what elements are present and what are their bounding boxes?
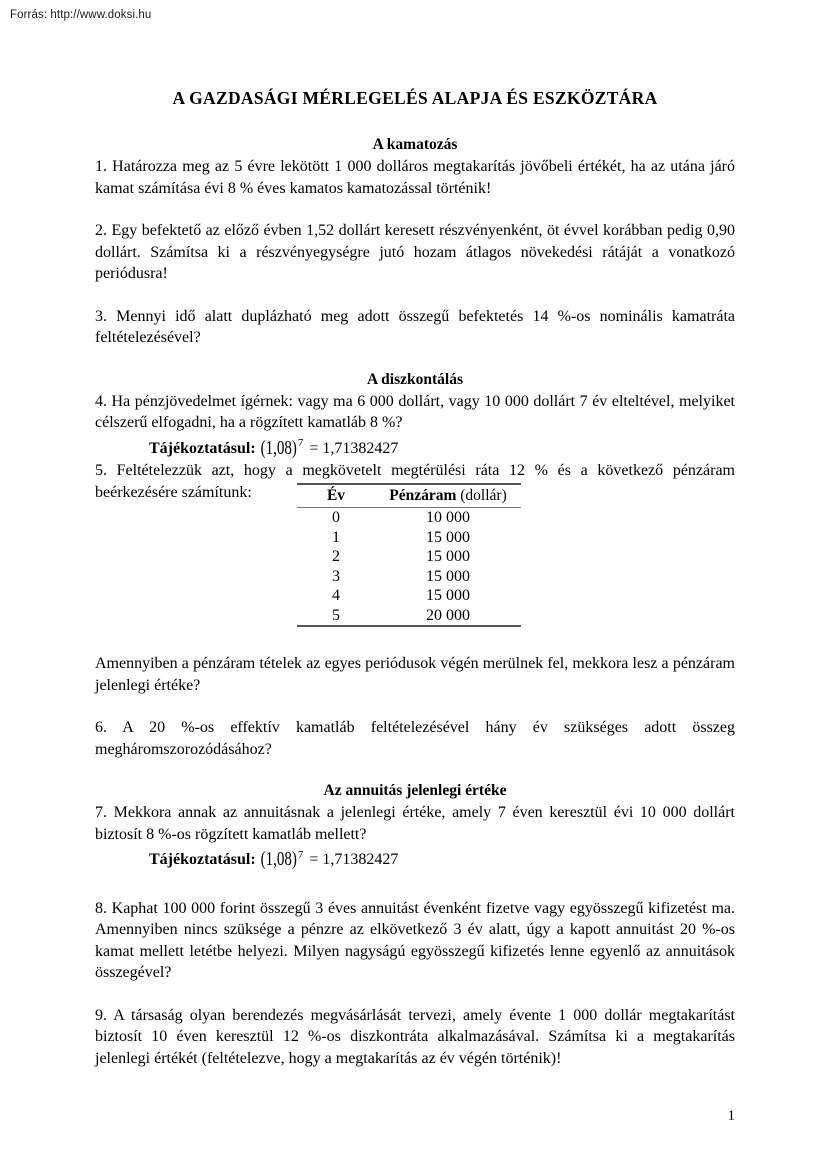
table-row: [297, 567, 521, 587]
question-4: 4. Ha pénzjövedelmet ígérnek: vagy ma 6 000 dollárt, vagy 10 000 dollárt 7 év elteltével, melyiket célszerű elfogadni, ha a rögzített kamatláb 8 %?: [95, 392, 735, 432]
formula-exponent: 7: [297, 849, 304, 862]
cell-year: 1: [332, 528, 340, 546]
cashflow-table-wrapper: [297, 483, 735, 627]
source-watermark: Forrás: http://www.doksi.hu: [10, 9, 152, 21]
cell-year: 0: [332, 509, 340, 527]
question-7: 7. Mekkora annak az annuitásnak a jelenlegi értéke, amely 7 éven keresztül évi 10 000 dollárt biztosít 8 %-os rögzített kamatláb mellett?: [95, 804, 735, 843]
table-header-row: [297, 484, 521, 508]
cashflow-table-body: [297, 508, 521, 627]
cell-year: 3: [332, 567, 340, 585]
question-5-intro: 5. Feltételezzük azt, hogy a megkövetelt megtérülési ráta 12 % és a következő pénzáram beérkezésére számítunk:: [95, 462, 735, 501]
table-row: [297, 606, 521, 627]
cashflow-table-head: [297, 484, 521, 508]
cashflow-table: [297, 483, 521, 627]
column-header-year: Év: [297, 484, 375, 508]
table-row: [297, 586, 521, 606]
column-header-flow: [375, 484, 521, 508]
cell-flow: 15 000: [426, 587, 470, 605]
cell-flow: 15 000: [426, 567, 470, 585]
question-3: 3. Mennyi idő alatt duplázható meg adott összegű befektetés 14 %-os nominális kamatráta feltételezésével?: [95, 307, 735, 347]
formula-label: Tájékoztatásul:: [149, 851, 256, 869]
cell-year: 4: [332, 587, 340, 605]
question-1: 1. Határozza meg az 5 évre lekötött 1 000 dolláros megtakarítás jövőbeli értékét, ha az utána járó kamat számítása évi 8 % éves kamatos kamatozással történik!: [95, 158, 735, 197]
table-row: [297, 547, 521, 567]
table-row: [297, 508, 521, 528]
formula-exponent: 7: [297, 437, 304, 450]
cell-flow: 20 000: [375, 606, 521, 627]
formula-result: = 1,71382427: [309, 439, 399, 457]
question-9: 9. A társaság olyan berendezés megvásárlását tervezi, amely évente 1 000 dollár megtakarítást biztosít 10 éven keresztül 12 %-os diszkontráta alkalmazásával. Számítsa ki a megtakarítás jelenlegi értékét (feltételezve, hogy a megtakarítás az év végén történik)!: [95, 1006, 735, 1067]
cell-flow: 10 000: [426, 509, 470, 527]
question-5-followup: Amennyiben a pénzáram tételek az egyes periódusok végén merülnek fel, mekkora lesz a pénzáram jelenlegi értéke?: [95, 655, 735, 694]
question-8: 8. Kaphat 100 000 forint összegű 3 éves annuitást évenként fizetve vagy egyösszegű kifizetést ma. Amennyiben nincs szüksége a pénzre az elkövetkező 3 év alatt, úgy a kapott annuitást 20 %-os kamat mellett letétbe helyezi. Milyen nagyságú egyösszegű kifizetés lenne egyenlő az annuitások összegével?: [95, 899, 735, 982]
cell-flow: 15 000: [426, 528, 470, 546]
column-header-flow-unit: (dollár): [460, 487, 507, 505]
section-heading-annuity: Az annuitás jelenlegi értéke: [323, 782, 507, 800]
formula-note-2: [149, 849, 735, 872]
cell-flow: 15 000: [426, 548, 470, 566]
page-number: 1: [727, 1108, 735, 1124]
question-6: 6. A 20 %-os effektív kamatláb feltételezésével hány év szükséges adott összeg megháromszorozódásához?: [95, 719, 735, 758]
document-content: [95, 88, 735, 1069]
formula-base: (1,08): [260, 437, 297, 460]
question-2: 2. Egy befektető az előző évben 1,52 dollárt keresett részvényenként, öt évvel korábban pedig 0,90 dollárt. Számítsa ki a részvényegységre jutó hozam átlagos növekedési rátáját a vonatkozó periódusra!: [95, 222, 735, 283]
cell-year: 2: [332, 548, 340, 566]
section-heading-interest: A kamatozás: [372, 136, 458, 153]
page-title: A GAZDASÁGI MÉRLEGELÉS ALAPJA ÉS ESZKÖZTÁRA: [172, 88, 658, 108]
formula-result: = 1,71382427: [309, 851, 399, 869]
cell-year: 5: [297, 606, 375, 627]
section-heading-discounting: A diszkontálás: [366, 370, 464, 388]
table-row: [297, 528, 521, 548]
formula-note-1: [149, 438, 735, 461]
column-header-flow-main: Pénzáram: [389, 487, 457, 505]
formula-base: (1,08): [260, 849, 297, 871]
formula-label: Tájékoztatásul:: [149, 439, 256, 457]
